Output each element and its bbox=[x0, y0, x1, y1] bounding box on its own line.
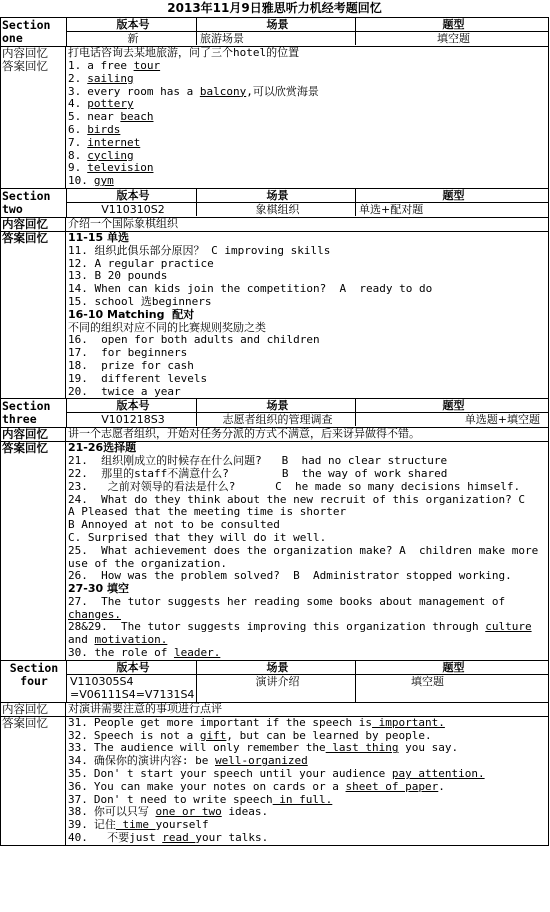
type-header: 题型 bbox=[442, 399, 465, 413]
answers-label: 答案回忆 bbox=[1, 442, 66, 660]
answer-line: 11. 组织此俱乐部分原因？ C improving skills bbox=[68, 243, 331, 257]
answer-line: 17. for beginners bbox=[68, 346, 188, 360]
version-header: 版本号 bbox=[67, 661, 197, 674]
section-one bbox=[0, 18, 549, 189]
type-value: 单选题+填空题 bbox=[464, 413, 540, 427]
answer-item: 32. Speech is not a gift, but can be learned by people. bbox=[68, 728, 432, 742]
content-label: 内容回忆 bbox=[1, 428, 66, 441]
answers-label: 答案回忆 bbox=[1, 717, 66, 845]
answer-line: 14. When can kids join the competition? A ready to do bbox=[68, 282, 433, 296]
version-header: 版本号 bbox=[67, 18, 197, 31]
content-label: 内容回忆 bbox=[1, 218, 66, 231]
section-four bbox=[0, 661, 549, 846]
answer-line: 22. 那里的staff不满意什么? B the way of work shared bbox=[68, 466, 448, 480]
version-value: 新 bbox=[67, 32, 197, 45]
version-value: V110310S2 bbox=[67, 203, 197, 216]
answer-line: 23. 之前对领导的看法是什么? C he made so many decisions himself. bbox=[68, 479, 521, 493]
answer-line: 24. What do they think about the new recruit of this organization? C bbox=[68, 492, 525, 506]
type-value: 填空题 bbox=[437, 32, 470, 45]
answer-item: 9. television bbox=[68, 161, 154, 175]
content-text: 讲一个志愿者组织，开始对任务分派的方式不满意，后来讶异做得不错。 bbox=[68, 427, 420, 441]
answer-line: 25. What achievement does the organization make? A children make more use of the organization. bbox=[68, 543, 545, 570]
content-label: 内容回忆 bbox=[1, 703, 66, 716]
content-label: 内容回忆 bbox=[1, 47, 66, 60]
answer-item: 8. cycling bbox=[68, 148, 134, 162]
scene-header: 场景 bbox=[197, 399, 356, 412]
answer-line: 20. twice a year bbox=[68, 384, 181, 398]
scene-value: 演讲介绍 bbox=[197, 675, 356, 702]
answer-line: 不同的组织对应不同的比赛规则奖励之类 bbox=[68, 320, 266, 334]
answer-block bbox=[66, 442, 548, 660]
answer-item: 33. The audience will only remember the last thing you say. bbox=[68, 741, 459, 755]
section-name: Section two bbox=[1, 189, 67, 217]
answer-item: 39. 记住 time yourself bbox=[68, 818, 209, 832]
subheading: 21-26选择题 bbox=[68, 441, 137, 455]
version-header: 版本号 bbox=[67, 399, 197, 412]
section-two bbox=[0, 189, 549, 399]
answer-item: 36. You can make your notes on cards or a sheet of paper. bbox=[68, 779, 445, 793]
content-text: 打电话咨询去某地旅游，问了三个hotel的位置 bbox=[68, 46, 300, 59]
answer-item: 31. People get more important if the speech is important. bbox=[68, 715, 445, 729]
section-name: Section one bbox=[1, 18, 67, 46]
subheading: 16-10 Matching 配对 bbox=[68, 307, 195, 321]
answer-item: 6. birds bbox=[68, 122, 121, 136]
subheading: 27-30 填空 bbox=[68, 582, 130, 596]
scene-header: 场景 bbox=[197, 661, 356, 674]
answer-item: 7. internet bbox=[68, 135, 141, 149]
answer-item: 10. gym bbox=[68, 174, 114, 188]
version-value: V110305S4 =V06111S4=V7131S4 bbox=[67, 675, 197, 702]
answer-line: 16. open for both adults and children bbox=[68, 333, 320, 347]
page-title: 2013年11月9日雅思听力机经考题回忆 bbox=[0, 0, 549, 18]
answer-block bbox=[66, 232, 548, 398]
version-header: 版本号 bbox=[67, 189, 197, 202]
answer-line: 30. the role of leader. bbox=[68, 646, 221, 660]
answer-item: 1. a free tour bbox=[68, 59, 161, 72]
scene-value: 象棋组织 bbox=[197, 203, 356, 216]
answers-label: 答案回忆 bbox=[1, 232, 66, 398]
scene-header: 场景 bbox=[197, 189, 356, 202]
answer-item: 37. Don' t need to write speech in full. bbox=[68, 792, 333, 806]
section-three bbox=[0, 399, 549, 661]
answer-list bbox=[66, 717, 548, 845]
type-header: 题型 bbox=[442, 18, 465, 31]
answer-item: 3. every room has a balcony,可以欣赏海景 bbox=[68, 84, 319, 98]
answer-line: 28&29. The tutor suggests improving this organization through culture and motivation. bbox=[68, 620, 539, 647]
answer-line: 21. 组织刚成立的时候存在什么问题? B had no clear structure bbox=[68, 454, 448, 468]
answer-list bbox=[66, 60, 548, 188]
scene-value: 志愿者组织的管理调查 bbox=[197, 413, 356, 426]
scene-value: 旅游场景 bbox=[197, 32, 356, 45]
subheading: 11-15 单选 bbox=[68, 230, 130, 244]
answer-item: 35. Don' t start your speech until your audience pay attention. bbox=[68, 767, 485, 781]
type-value: 单选+配对题 bbox=[359, 202, 424, 216]
answer-item: 2. sailing bbox=[68, 71, 134, 85]
answer-line: B Annoyed at not to be consulted bbox=[68, 518, 280, 532]
answers-label: 答案回忆 bbox=[1, 60, 66, 188]
version-value: V101218S3 bbox=[67, 413, 197, 426]
type-header: 题型 bbox=[442, 188, 465, 202]
answer-line: 19. different levels bbox=[68, 371, 208, 385]
answer-line: 26. How was the problem solved? B Administrator stopped working. bbox=[68, 569, 512, 583]
type-header: 题型 bbox=[442, 660, 465, 674]
answer-item: 40. 不要just read your talks. bbox=[68, 831, 269, 845]
content-text: 介绍一个国际象棋组织 bbox=[68, 216, 178, 230]
answer-line: 12. A regular practice bbox=[68, 256, 214, 270]
answer-item: 34. 确保你的演讲内容: be well-organized bbox=[68, 754, 308, 768]
answer-line: 15. school 选beginners bbox=[68, 294, 212, 308]
section-name: Section three bbox=[1, 399, 67, 427]
answer-item: 4. pottery bbox=[68, 97, 134, 111]
section-name: Section four bbox=[1, 661, 67, 702]
answer-line: 18. prize for cash bbox=[68, 358, 194, 372]
answer-line: 13. B 20 pounds bbox=[68, 269, 168, 283]
type-value: 填空题 bbox=[411, 674, 444, 688]
content-text: 对演讲需要注意的事项进行点评 bbox=[68, 701, 222, 715]
answer-line: C. Surprised that they will do it well. bbox=[68, 530, 327, 544]
scene-header: 场景 bbox=[197, 18, 356, 31]
answer-item: 5. near beach bbox=[68, 110, 154, 124]
answer-item: 38. 你可以只写 one or two ideas. bbox=[68, 805, 269, 819]
answer-line: 27. The tutor suggests her reading some books about management of changes. bbox=[68, 594, 512, 621]
answer-line: A Pleased that the meeting time is shorter bbox=[68, 505, 347, 519]
